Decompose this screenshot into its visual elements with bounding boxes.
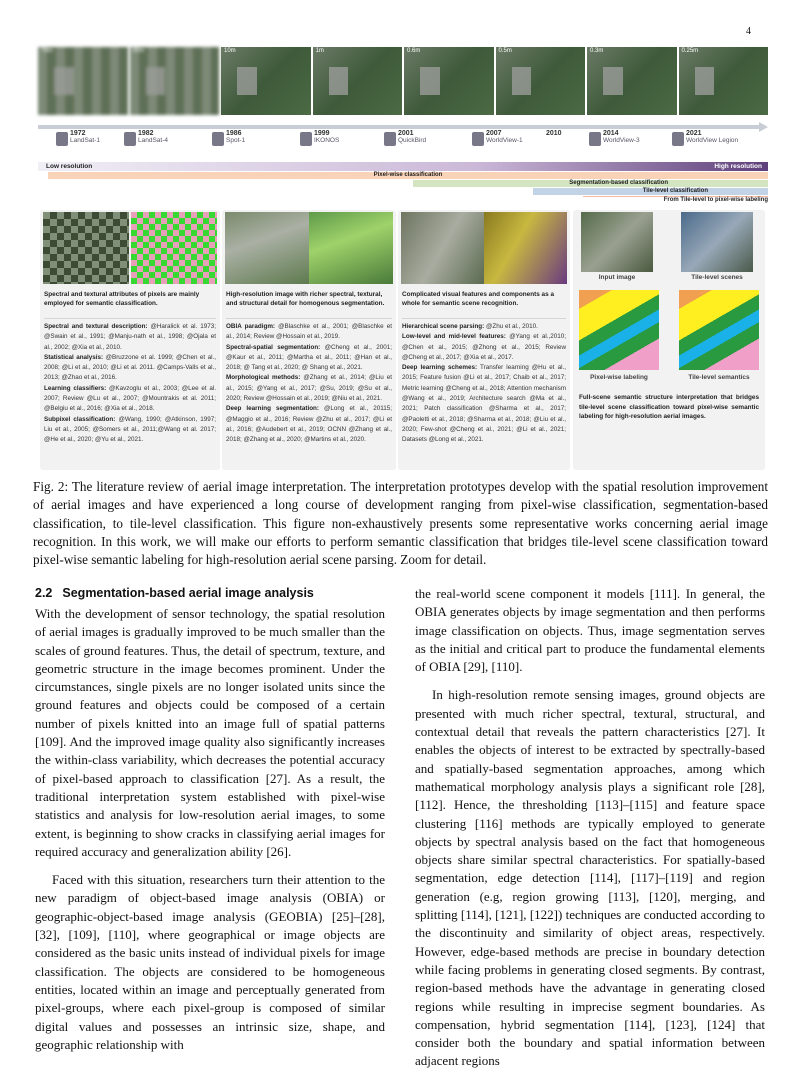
input-image-label: Input image [598, 274, 636, 281]
page-number: 4 [746, 26, 751, 37]
satellite-WorldView-3 [589, 130, 640, 144]
reference-category: Learning classifiers: [44, 384, 107, 392]
resolution-label: 0.25m [681, 48, 699, 54]
resolution-thumbnail [38, 47, 128, 115]
resolution-thumbnail [313, 47, 403, 115]
resolution-label: 0.3m [590, 48, 604, 54]
reference-list: @Bruzzone et al. 1999; @Chen et al., 2008; @Li et al., 2010; @Li et al. 2011. @Camps-Valls et al., 2013; @Zhao et al., 2016. [44, 353, 217, 382]
reference-group [402, 332, 566, 363]
reference-category: Deep learning segmentation: [226, 405, 319, 413]
satellite-name: WorldView-3 [603, 137, 640, 144]
reference-category: Spectral-spatial segmentation: [226, 343, 321, 351]
satellite-LandSat-4 [124, 130, 168, 144]
pixel-classification-map [131, 212, 217, 284]
reference-category: Spectral and textural description: [44, 323, 148, 330]
reference-group [226, 343, 392, 374]
satellite-icon [589, 132, 601, 146]
reference-category: OBIA paradigm: [226, 323, 276, 330]
reference-category: Morphological methods: [226, 374, 301, 382]
satellite-Spot-1 [212, 130, 245, 144]
satellite-WorldView Legion [672, 130, 738, 144]
resolution-label: 1m [315, 48, 324, 54]
satellite-name: LandSat-1 [70, 137, 100, 144]
panel-caption: Spectral and textural attributes of pixels are mainly employed for semantic classification. [44, 291, 200, 307]
resolution-thumbnail [679, 47, 769, 115]
satellite-year: 2021 [686, 130, 702, 137]
low-resolution-label: Low resolution [46, 163, 93, 170]
reference-category: Subpixel classification: [44, 415, 116, 423]
resolution-thumbnails [38, 47, 768, 115]
paragraph: In high-resolution remote sensing images, ground objects are presented with much richer spectral, textural, structural, and contextual detail that reveals the pattern characteristics [27]. It enables the objects of interest to be extracted by spectrally-based and spatially-based segmentation approaches, among which mathematical morphology analysis plays a significant role [28], [112]. Hence, the thresholding [113]–[115] and feature space clustering [116] methods are typically employed to generate objects by spectral analysis based on the fact that homogeneous objects share similar spectral characteristics. For spatially-based segmentation, edge detection [114], [117]–[119] and region generation (e.g, region growing [113], [120], merging, and splitting [114], [121], [122]) techniques are conducted according to the discontinuity and similarity of object areas, respectively. However, edge-based methods are precise in boundary detection while facing problems in generating closed segments. By contrast, region-based methods have the advantage in generating closed regions while resulting in imprecise segment boundaries. As compensation, hybrid segmentation [114], [123], [124] that consider both the boundary and spatial information between adjacent regions [415, 687, 765, 1069]
satellite-year: 1986 [226, 130, 242, 137]
satellite-WorldView-1 [472, 130, 523, 144]
resolution-label: 0.5m [498, 48, 512, 54]
resolution-label: 0.6m [407, 48, 421, 54]
input-image [581, 212, 653, 272]
resolution-thumbnail [587, 47, 677, 115]
reference-category: Statistical analysis: [44, 353, 104, 361]
band-segmentation: Segmentation-based classification [413, 180, 768, 187]
resolution-thumbnail [221, 47, 311, 115]
reference-group [44, 384, 216, 415]
section-number: 2.2 [35, 586, 53, 600]
satellite-year: 1982 [138, 130, 154, 137]
right-column [415, 585, 765, 1071]
satellite-icon [124, 132, 136, 146]
reference-list: @Wang, 1990; @Atkinson, 1997; Liu et al., 2005; @Somers et al., 2011;@Wang et al. 2017; @He et al., 2020; @Yu et al., 2021. [44, 415, 216, 444]
reference-group [226, 404, 392, 445]
satellite-name: IKONOS [314, 137, 340, 144]
satellite-year: 1972 [70, 130, 86, 137]
reference-group [226, 373, 392, 404]
panel-references [44, 318, 216, 446]
resolution-thumbnail [496, 47, 586, 115]
segmentation-map [309, 212, 393, 284]
panel-caption: High-resolution image with richer spectral, textural, and structural detail for homogenous segmentation. [226, 291, 385, 307]
satellite-name: QuickBird [398, 137, 427, 144]
tile-level-scenes-label: Tile-level scenes [691, 274, 743, 281]
satellite-icon [212, 132, 224, 146]
band-tile-level: Tile-level classification [533, 188, 768, 195]
figure-caption: Fig. 2: The literature review of aerial image interpretation. The interpretation prototypes develop with the spatial resolution improvement of aerial images and have experienced a long course of development ranging from pixel-wise classification, segmentation-based classification, to tile-level classification. This figure non-exhaustively presents some representative works concerning aerial image recognition. In this work, we will make our efforts to perform semantic classification that bridges tile-level scene classification toward pixel-wise semantic labeling for high-resolution aerial scene parsing. Zoom for detail. [33, 479, 768, 568]
paragraph: With the development of sensor technology, the spatial resolution of aerial images is gradually improved to be much smaller than the scales of ground features. Thus, the detail of spectrum, texture, and geometric structure in the image becomes prominent. Under the circumstances, single pixels are no longer isolated units since the ground features and objects could be composed of a certain number of pixels knitted into an image full of spatial patterns [109]. And the improved image quality also significantly increases the within-class variability, which decreases the potential accuracy of pixel-based approach to classification [27]. As a result, the traditional interpretation system established with pixel-wise statistics and analysis for low-resolution aerial images, to some extent, is beginning to show cracks in classifying aerial images for required accuracy and generalization ability [26]. [35, 606, 385, 859]
satellite-icon [300, 132, 312, 146]
satellite-IKONOS [300, 130, 339, 144]
reference-list: @Zhu et al., 2010. [484, 323, 538, 330]
resolution-label: 30m [132, 48, 145, 54]
reference-list: @Zhang et al., 2014; @Liu et al., 2015; @Yang et al., 2017; @Su, 2019; @Su et al., 2020; Review @Hossain et al., 2019; @Niu et al., 2021. [226, 374, 392, 403]
reference-group [226, 322, 392, 343]
section-title: Segmentation-based aerial image analysis [62, 586, 314, 600]
panel-segmentation [222, 210, 396, 470]
reference-group [44, 415, 216, 446]
satellite-year: 2001 [398, 130, 414, 137]
reference-category: Low-level and mid-level features: [402, 333, 506, 341]
resolution-label: 78m [41, 48, 53, 54]
panel-references [402, 318, 566, 446]
panel-pixel-wise [40, 210, 220, 470]
tile-level-semantics-label: Tile-level semantics [688, 374, 750, 381]
resolution-label: 10m [224, 48, 236, 54]
figure-2 [38, 45, 768, 470]
pixel-image [43, 212, 129, 284]
reference-list: @Kavzoglu et al., 2003; @Lee et al. 2007; Review @Lu et al., 2007; @Mountrakis et al. 2011; @Belgiu et al., 2016; @Xia et al., 2018. [44, 384, 216, 413]
panel-caption: Complicated visual features and components as a whole for semantic scene recognition. [402, 291, 554, 307]
reference-group [402, 363, 566, 445]
scene-classification-map [484, 212, 567, 284]
satellite-QuickBird [384, 130, 426, 144]
reference-list: Transfer learning @Hu et al., 2015; Feature fusion @Li et al., 2017; Chaib et al., 2017; Metric learning @Cheng et al., 2018; Attention mechanism @Wang et al., 2019; Architecture search @Ma et al., 2021; Patch classification @Sharma et al., 2017; @Paoletti et al., 2018; @Sharma et al., 2018; @Liu et al., 2020; Few-shot @Cheng et al., 2021; @Li et al., 2021; Datasets @Long et al., 2021. [402, 364, 566, 444]
reference-list: @Yang et al.,2010; @Chen et al., 2015; @Zhong et al., 2015; Review @Cheng et al., 2017; @Xia et al., 2017. [402, 333, 566, 361]
resolution-thumbnail [404, 47, 494, 115]
satellite-icon [56, 132, 68, 146]
satellite-LandSat-1 [56, 130, 100, 144]
satellite-name: LandSat-4 [138, 137, 168, 144]
timeline-axis [38, 125, 760, 129]
satellite-icon [384, 132, 396, 146]
left-column [35, 585, 385, 1054]
paragraph: Faced with this situation, researchers turn their attention to the new paradigm of object-based image analysis (OBIA) or geographic-object-based image analysis (GEOBIA) [25]–[28], [32], [109], [110], where geographical or image objects are considered as the basic units instead of individual pixels for image classification. The objects are considered to be homogeneous entities, located within an image and perceptually generated from pixel-groups, where each pixel-group is composed of similar digital values and possesses an intrinsic size, shape, and geographic relationship with [35, 872, 385, 1052]
band-from-tile-to-pixel: From Tile-level to pixel-wise labeling [583, 196, 768, 203]
reference-category: Deep learning schemes: [402, 364, 478, 372]
panel-references [226, 318, 392, 446]
reference-group [44, 322, 216, 353]
resolution-thumbnail [130, 47, 220, 115]
section-heading [35, 585, 385, 601]
reference-list: @Long et al., 20115; @Maggio et al., 2016; Review @Zhu et al., 2017; @Li et al., 2016; @Audebert et al., 2019; OCNN @Zhang et al., 2018; @Zhang et al., 2020; @Martins et al., 2020. [226, 405, 392, 444]
paragraph: the real-world scene component it models [111]. In general, the OBIA generates objects by image segmentation and then performs image classification on objects. Thus, image segmentation serves as the initial and critical part to produce the fundamental elements of OBIA [29], [110]. [415, 586, 765, 675]
satellite-year: 2010 [546, 130, 562, 137]
satellite-name: WorldView-1 [486, 137, 523, 144]
reference-group [44, 353, 216, 384]
tile-level-semantics-map [679, 290, 759, 370]
segmentation-image [225, 212, 309, 284]
resolution-bar [38, 162, 768, 171]
satellite-name: WorldView Legion [686, 137, 739, 144]
satellite-year: 1999 [314, 130, 330, 137]
band-pixel-wise: Pixel-wise classification [48, 172, 768, 179]
reference-group [402, 322, 566, 332]
pixel-wise-labeling-map [579, 290, 659, 370]
scene-image [401, 212, 484, 284]
tile-level-scenes-image [681, 212, 753, 272]
satellite-icon [672, 132, 684, 146]
panel-caption: Full-scene semantic structure interpretation that bridges tile-level scene classification toward pixel-wise semantic labeling for high-resolution aerial images. [579, 394, 759, 420]
satellite-2010 [532, 130, 562, 144]
panel-tile-level [398, 210, 570, 470]
pixel-wise-labeling-label: Pixel-wise labeling [590, 374, 648, 381]
high-resolution-label: High resolution [714, 163, 762, 170]
reference-list: @Blaschke et al., 2001; @Blaschke et al., 2014; Review @Hossain et al., 2019. [226, 323, 393, 341]
reference-list: @Cheng et al., 2001; @Kaur et al., 2011; @Martha et al., 2011; @Han et al., 2018; @ Tang et al., 2020; @ Shang et al., 2021. [226, 343, 392, 372]
satellite-year: 2014 [603, 130, 619, 137]
satellite-name: Spot-1 [226, 137, 246, 144]
satellite-year: 2007 [486, 130, 502, 137]
satellite-icon [472, 132, 484, 146]
reference-category: Hierarchical scene parsing: [402, 323, 485, 330]
panel-from-tile-to-pixel [573, 210, 765, 470]
reference-list: @Haralick et al. 1973; @Swain et al., 1991; @Manju-nath et al., 1998; @Ojala et al., 2002; @Xia et al., 2010. [44, 323, 216, 351]
